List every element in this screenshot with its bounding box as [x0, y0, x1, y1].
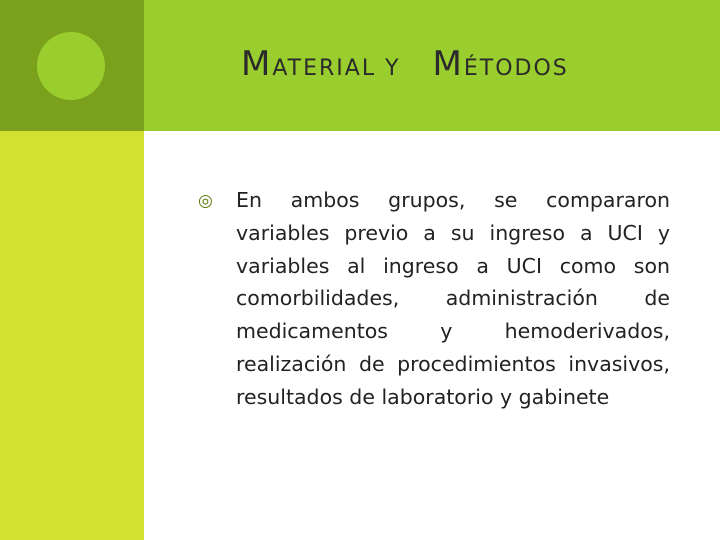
decorative-circle [37, 32, 105, 100]
sidebar-bottom-block [0, 131, 144, 540]
title-initial-2: M [432, 44, 464, 84]
title-rest-2: ÉTODOS [463, 56, 569, 81]
title-rest-1: ATERIAL Y [272, 56, 401, 81]
slide-title [241, 44, 569, 84]
bullet-icon: ◎ [198, 191, 213, 211]
bullet-text: En ambos grupos, se compararon variables previo a su ingreso a UCI y variables al ingreso a UCI como son comorbilidades, administración de medicamentos y hemoderivados, realización de procedimientos invasivos, resultados de laboratorio y gabinete [236, 188, 670, 409]
title-initial-1: M [241, 44, 273, 84]
